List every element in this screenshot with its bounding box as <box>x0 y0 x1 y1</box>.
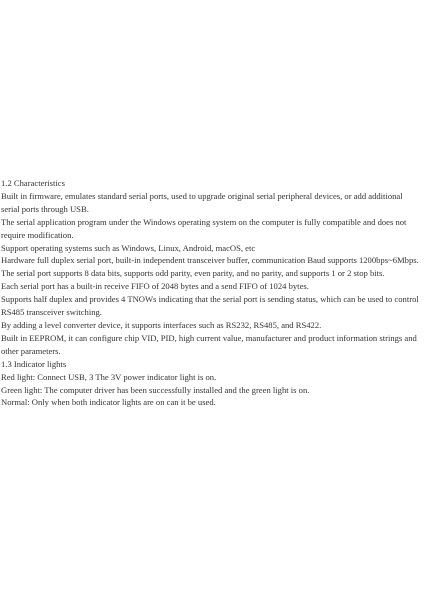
paragraph-windows-compat: The serial application program under the Windows operating system on the computer is fully compatible and does not require modification. <box>1 216 407 240</box>
paragraph-green-light: Green light: The computer driver has been successfully installed and the green light is on. <box>1 384 310 395</box>
document-body <box>1 177 422 409</box>
paragraph-os-support: Support operating systems such as Windows, Linux, Android, macOS, etc <box>1 242 256 253</box>
paragraph-data-bits: The serial port supports 8 data bits, supports odd parity, even parity, and no parity, and supports 1 or 2 stop bits. <box>1 268 385 279</box>
paragraph-red-light: Red light: Connect USB, 3 The 3V power indicator light is on. <box>1 371 217 382</box>
paragraph-firmware: Built in firmware, emulates standard serial ports, used to upgrade original serial peripheral devices, or add additional serial ports through USB. <box>1 190 403 214</box>
section-heading-indicator-lights: 1.3 Indicator lights <box>1 358 67 369</box>
paragraph-eeprom: Built in EEPROM, it can configure chip VID, PID, high current value, manufacturer and product information strings and other parameters. <box>1 332 417 356</box>
paragraph-normal: Normal: Only when both indicator lights are on can it be used. <box>1 397 216 408</box>
section-heading-characteristics: 1.2 Characteristics <box>1 178 65 188</box>
paragraph-full-duplex: Hardware full duplex serial port, built-in independent transceiver buffer, communication Baud supports 1200bps~6Mbps. <box>1 255 419 266</box>
paragraph-half-duplex: Supports half duplex and provides 4 TNOWs indicating that the serial port is sending status, which can be used to control RS485 transceiver switching. <box>1 294 419 318</box>
paragraph-fifo: Each serial port has a built-in receive FIFO of 2048 bytes and a send FIFO of 1024 bytes. <box>1 281 309 292</box>
paragraph-level-converter: By adding a level converter device, it supports interfaces such as RS232, RS485, and RS422. <box>1 319 322 330</box>
